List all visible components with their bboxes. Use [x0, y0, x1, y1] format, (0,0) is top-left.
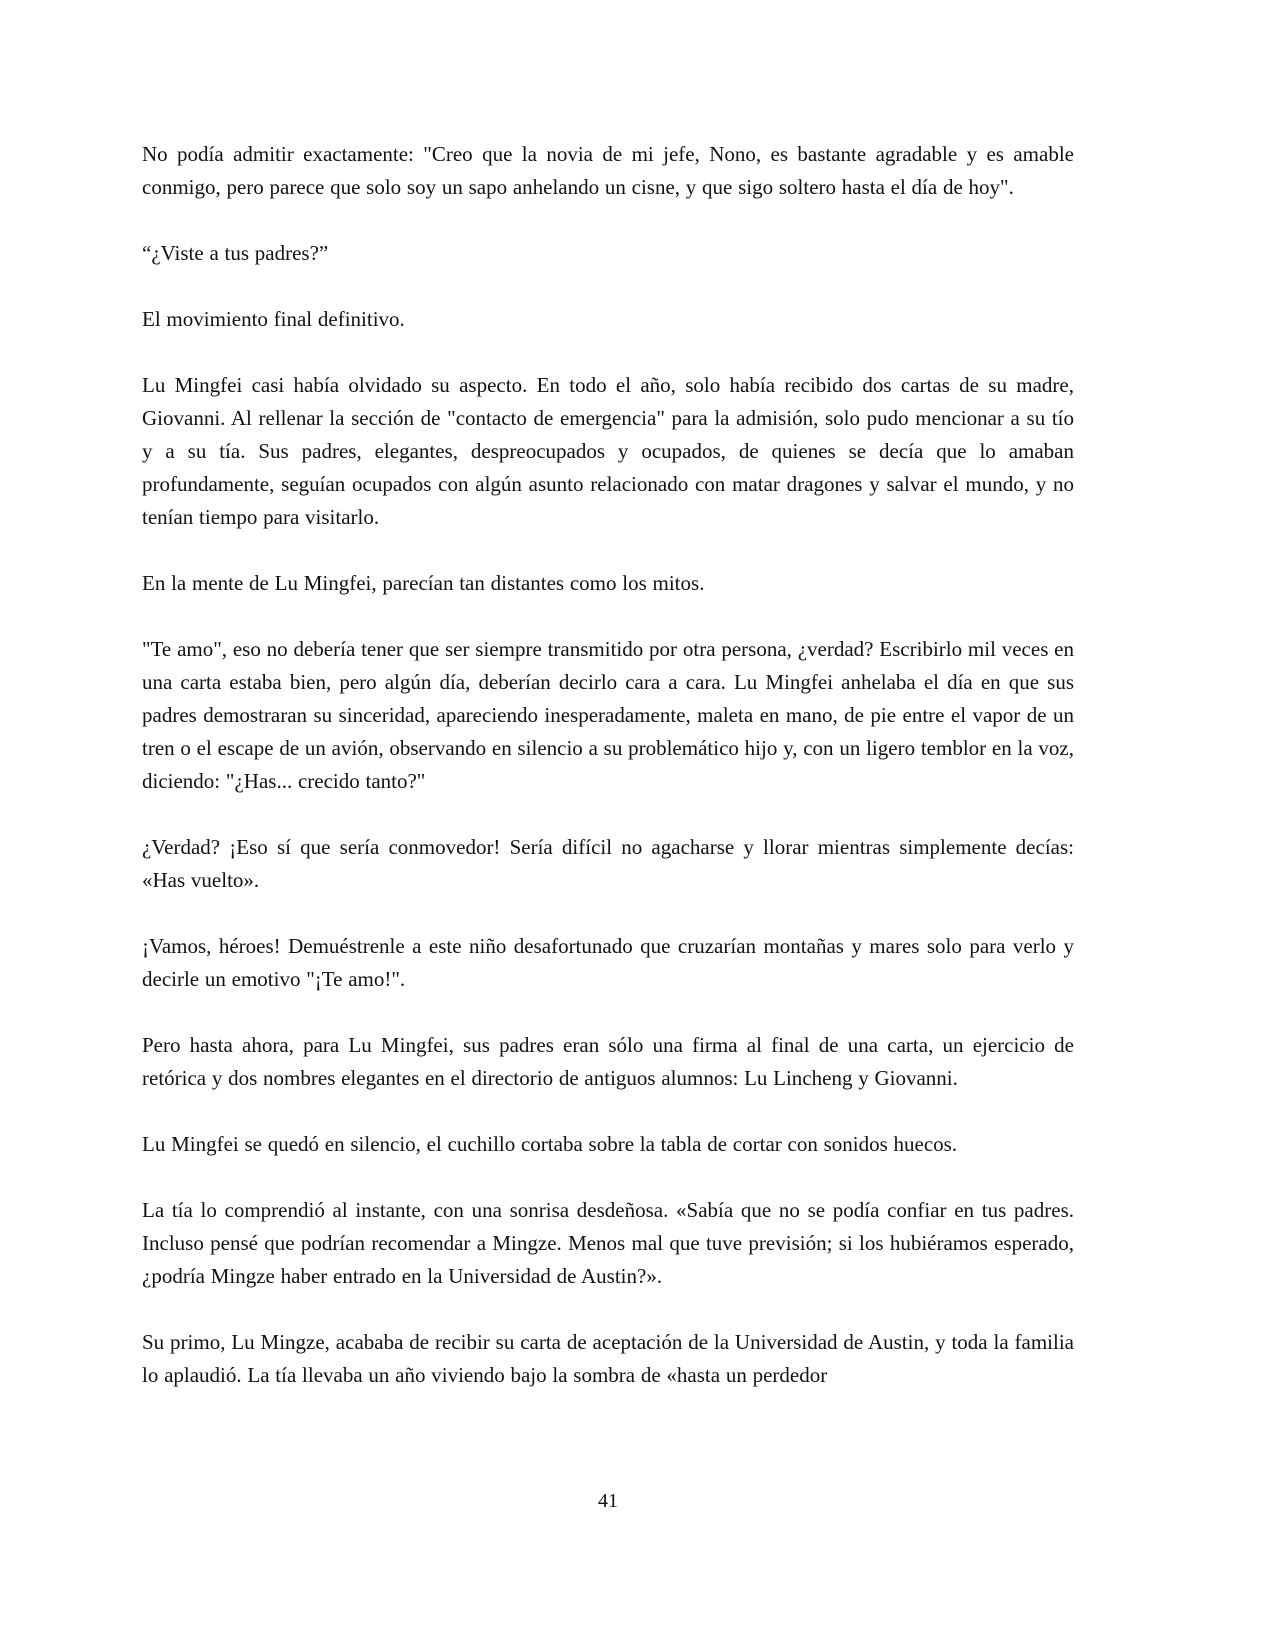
paragraph: "Te amo", eso no debería tener que ser siempre transmitido por otra persona, ¿verdad? Escribirlo mil veces en una carta estaba bien, pero algún día, deberían decirlo cara a cara. Lu Mingfei anhelaba el día en que sus padres demostraran su sinceridad, apareciendo inesperadamente, maleta en mano, de pie entre el vapor de un tren o el escape de un avión, observando en silencio a su problemático hijo y, con un ligero temblor en la voz, diciendo: "¿Has... crecido tanto?" [142, 637, 1074, 793]
paragraph: Su primo, Lu Mingze, acababa de recibir su carta de aceptación de la Universidad de Austin, y toda la familia lo aplaudió. La tía llevaba un año viviendo bajo la sombra de «hasta un perdedor [142, 1330, 1074, 1387]
page-text-block [142, 138, 1074, 1425]
page-number: 41 [598, 1490, 618, 1512]
paragraph: Pero hasta ahora, para Lu Mingfei, sus padres eran sólo una firma al final de una carta, un ejercicio de retórica y dos nombres elegantes en el directorio de antiguos alumnos: Lu Lincheng y Giovanni. [142, 1033, 1074, 1090]
paragraph: La tía lo comprendió al instante, con una sonrisa desdeñosa. «Sabía que no se podía confiar en tus padres. Incluso pensé que podrían recomendar a Mingze. Menos mal que tuve previsión; si los hubiéramos esperado, ¿podría Mingze haber entrado en la Universidad de Austin?». [142, 1198, 1074, 1288]
paragraph: El movimiento final definitivo. [142, 307, 405, 331]
paragraph: En la mente de Lu Mingfei, parecían tan distantes como los mitos. [142, 571, 705, 595]
paragraph: Lu Mingfei se quedó en silencio, el cuchillo cortaba sobre la tabla de cortar con sonidos huecos. [142, 1132, 958, 1156]
paragraph: Lu Mingfei casi había olvidado su aspecto. En todo el año, solo había recibido dos cartas de su madre, Giovanni. Al rellenar la sección de "contacto de emergencia" para la admisión, solo pudo mencionar a su tío y a su tía. Sus padres, elegantes, despreocupados y ocupados, de quienes se decía que lo amaban profundamente, seguían ocupados con algún asunto relacionado con matar dragones y salvar el mundo, y no tenían tiempo para visitarlo. [142, 373, 1074, 529]
paragraph: No podía admitir exactamente: "Creo que la novia de mi jefe, Nono, es bastante agradable y es amable conmigo, pero parece que solo soy un sapo anhelando un cisne, y que sigo soltero hasta el día de hoy". [142, 142, 1074, 199]
paragraph: ¿Verdad? ¡Eso sí que sería conmovedor! Sería difícil no agacharse y llorar mientras simplemente decías: «Has vuelto». [142, 835, 1074, 892]
paragraph: ¡Vamos, héroes! Demuéstrenle a este niño desafortunado que cruzarían montañas y mares solo para verlo y decirle un emotivo "¡Te amo!". [142, 934, 1074, 991]
paragraph: “¿Viste a tus padres?” [142, 241, 329, 265]
